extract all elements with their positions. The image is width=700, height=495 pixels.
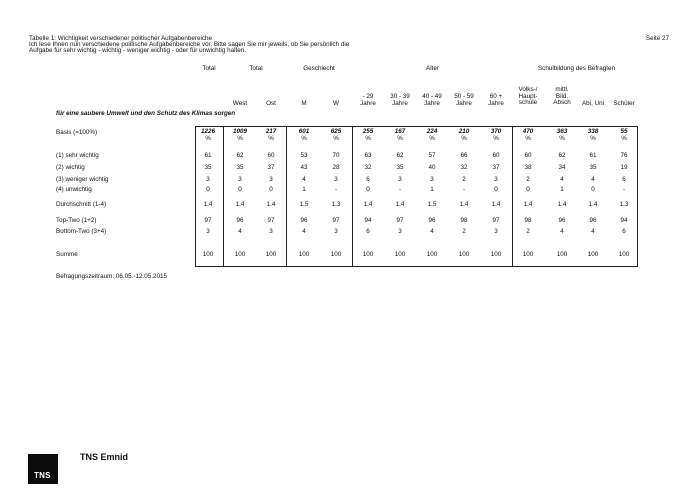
table-cell: 100 xyxy=(234,251,246,258)
table-cell: 3 xyxy=(269,176,273,183)
column-header-line: 30 - 39 xyxy=(390,93,410,100)
basis-cell xyxy=(388,129,412,142)
row-label: (2) wichtig xyxy=(56,164,85,171)
column-header xyxy=(233,101,247,108)
table-cell: 35 xyxy=(589,164,597,171)
table-cell: 3 xyxy=(494,228,498,235)
table-cell: 100 xyxy=(426,251,438,258)
table-cell: 3 xyxy=(269,228,273,235)
table-cell: 4 xyxy=(238,228,242,235)
basis-unit: % xyxy=(397,134,403,142)
table-cell: 32 xyxy=(364,164,372,171)
table-cell: 1.3 xyxy=(619,201,629,208)
row-label: Top-Two (1+2) xyxy=(56,217,97,224)
table-cell: 1.5 xyxy=(299,201,309,208)
question-text-line1: Ich lese Ihnen nun verschiedene politische Aufgabenbereiche vor. Bitte sagen Sie mir jeweils, ob Sie persönlich die xyxy=(29,41,350,48)
divider-total xyxy=(223,126,224,267)
basis-cell xyxy=(324,129,348,142)
table-cell: 97 xyxy=(204,217,212,224)
basis-count: 470 xyxy=(522,128,534,135)
table-cell: 2 xyxy=(526,228,530,235)
table-cell: 3 xyxy=(398,176,402,183)
column-header xyxy=(266,101,276,108)
basis-count: 255 xyxy=(362,128,374,135)
basis-label: Basis (=100%) xyxy=(56,129,98,136)
column-header-line: 50 - 59 xyxy=(454,93,474,100)
basis-unit: % xyxy=(237,134,243,142)
table-cell: 100 xyxy=(394,251,406,258)
basis-count: 1226 xyxy=(200,128,215,135)
basis-cell xyxy=(581,129,605,142)
table-cell: 0 xyxy=(238,186,242,193)
basis-unit: % xyxy=(493,134,499,142)
table-cell: 1 xyxy=(302,186,306,193)
column-header xyxy=(519,87,538,107)
column-header-line: Schüler xyxy=(613,100,635,107)
column-header xyxy=(488,94,504,107)
table-cell: 37 xyxy=(267,164,275,171)
page-number: Seite 27 xyxy=(645,35,669,42)
column-header xyxy=(301,101,306,108)
table-cell: 100 xyxy=(265,251,277,258)
table-cell: 97 xyxy=(332,217,340,224)
table-cell: 1 xyxy=(430,186,434,193)
basis-unit: % xyxy=(461,134,467,142)
table-cell: 100 xyxy=(202,251,214,258)
table-cell: 100 xyxy=(298,251,310,258)
column-header xyxy=(422,94,442,107)
table-cell: - xyxy=(398,186,402,193)
table-cell: 3 xyxy=(206,228,210,235)
table-cell: 60 xyxy=(492,152,500,159)
table-cell: 1.4 xyxy=(523,201,533,208)
table-cell: - xyxy=(462,186,466,193)
table-cell: 3 xyxy=(238,176,242,183)
row-label: Bottom-Two (3+4) xyxy=(56,228,107,235)
column-header-line: Jahre xyxy=(360,99,376,107)
table-cell: 1.4 xyxy=(588,201,598,208)
table-cell: 66 xyxy=(460,152,468,159)
table-cell: 100 xyxy=(618,251,630,258)
table-cell: 98 xyxy=(524,217,532,224)
table-cell: 4 xyxy=(560,228,564,235)
row-label: Durchschnitt (1-4) xyxy=(56,201,107,208)
column-header xyxy=(333,101,339,108)
basis-cell xyxy=(420,129,444,142)
group-geschlecht: Geschlecht xyxy=(303,65,335,72)
column-header-line: M xyxy=(301,100,307,107)
divider-region xyxy=(286,126,287,267)
table-cell: 3 xyxy=(494,176,498,183)
table-cell: 76 xyxy=(620,152,628,159)
table-cell: 60 xyxy=(524,152,532,159)
column-header-line: Bild. xyxy=(555,92,569,100)
column-header-line: Jahre xyxy=(456,99,472,107)
table-cell: 6 xyxy=(622,228,626,235)
table-cell: 4 xyxy=(591,228,595,235)
table-cell: 1.4 xyxy=(557,201,567,208)
divider-geschlecht xyxy=(352,126,353,267)
basis-cell xyxy=(228,129,252,142)
column-header xyxy=(390,94,410,107)
column-header-line: 40 - 49 xyxy=(422,93,442,100)
table-cell: 32 xyxy=(460,164,468,171)
table-cell: 1.4 xyxy=(395,201,405,208)
column-header-line: Jahre xyxy=(488,99,504,107)
table-cell: 6 xyxy=(366,228,370,235)
column-header-line: West xyxy=(232,100,248,107)
column-header-line: - 29 xyxy=(362,93,374,100)
table-cell: - xyxy=(622,186,626,193)
table-cell: 3 xyxy=(334,228,338,235)
table-cell: 100 xyxy=(587,251,599,258)
table-cell: 1.3 xyxy=(331,201,341,208)
table-cell: 4 xyxy=(591,176,595,183)
table-cell: 1.4 xyxy=(459,201,469,208)
table-cell: 62 xyxy=(558,152,566,159)
data-table-frame xyxy=(195,126,638,267)
table-cell: 4 xyxy=(430,228,434,235)
basis-cell xyxy=(259,129,283,142)
basis-count: 363 xyxy=(556,128,568,135)
table-cell: 6 xyxy=(366,176,370,183)
logo-text: TNS xyxy=(34,470,51,480)
column-header-line: W xyxy=(333,100,339,107)
table-cell: 3 xyxy=(430,176,434,183)
table-cell: 1.5 xyxy=(427,201,437,208)
basis-cell xyxy=(292,129,316,142)
basis-unit: % xyxy=(205,134,211,142)
table-cell: 4 xyxy=(302,176,306,183)
basis-count: 210 xyxy=(458,128,470,135)
table-cell: 35 xyxy=(236,164,244,171)
table-cell: 1.4 xyxy=(203,201,213,208)
basis-unit: % xyxy=(621,134,627,142)
table-cell: 0 xyxy=(591,186,595,193)
basis-cell xyxy=(612,129,636,142)
column-header-line: Haupt- xyxy=(518,92,538,100)
basis-cell xyxy=(550,129,574,142)
table-cell: 0 xyxy=(269,186,273,193)
basis-count: 370 xyxy=(490,128,502,135)
table-cell: 4 xyxy=(302,228,306,235)
basis-cell xyxy=(196,129,220,142)
table-cell: 43 xyxy=(300,164,308,171)
table-cell: 53 xyxy=(300,152,308,159)
table-cell: 37 xyxy=(492,164,500,171)
table-cell: 1 xyxy=(560,186,564,193)
table-title: Tabelle 1: Wichtigkeit verschiedener politischer Aufgabenbereiche xyxy=(29,35,213,42)
table-cell: 4 xyxy=(560,176,564,183)
column-header-line: Abi, Uni xyxy=(581,100,605,107)
table-cell: 35 xyxy=(396,164,404,171)
column-header xyxy=(582,101,604,108)
table-cell: 94 xyxy=(364,217,372,224)
table-cell: 38 xyxy=(524,164,532,171)
table-cell: 97 xyxy=(492,217,500,224)
brand-name: TNS Emnid xyxy=(80,452,129,462)
basis-count: 338 xyxy=(587,128,599,135)
table-cell: 96 xyxy=(236,217,244,224)
table-cell: 19 xyxy=(620,164,628,171)
table-cell: 1.4 xyxy=(235,201,245,208)
table-cell: 0 xyxy=(366,186,370,193)
survey-period: Befragungszeitraum: 06.05.-12.05.2015 xyxy=(56,273,167,280)
basis-count: 55 xyxy=(620,128,628,135)
table-cell: 1.4 xyxy=(266,201,276,208)
basis-cell xyxy=(484,129,508,142)
section-title: für eine saubere Umwelt und den Schutz des Klimas sorgen xyxy=(56,110,236,117)
basis-unit: % xyxy=(301,134,307,142)
basis-unit: % xyxy=(559,134,565,142)
table-cell: 100 xyxy=(556,251,568,258)
table-cell: 3 xyxy=(334,176,338,183)
table-cell: 96 xyxy=(558,217,566,224)
column-header xyxy=(454,94,474,107)
basis-unit: % xyxy=(525,134,531,142)
basis-cell xyxy=(516,129,540,142)
basis-unit: % xyxy=(365,134,371,142)
table-cell: 62 xyxy=(396,152,404,159)
table-cell: 96 xyxy=(589,217,597,224)
table-cell: - xyxy=(334,186,338,193)
table-cell: 60 xyxy=(267,152,275,159)
table-cell: 96 xyxy=(300,217,308,224)
column-header-line: 60 + xyxy=(489,93,503,100)
column-header-line: Volks-/ xyxy=(518,86,538,93)
table-cell: 100 xyxy=(362,251,374,258)
table-cell: 35 xyxy=(204,164,212,171)
table-cell: 0 xyxy=(206,186,210,193)
basis-count: 217 xyxy=(265,128,277,135)
row-label: (4) unwichtig xyxy=(56,186,92,193)
table-cell: 61 xyxy=(589,152,597,159)
column-header-line: Ost xyxy=(266,100,276,107)
table-cell: 40 xyxy=(428,164,436,171)
table-cell: 100 xyxy=(490,251,502,258)
column-header xyxy=(613,101,634,108)
table-cell: 96 xyxy=(428,217,436,224)
table-cell: 3 xyxy=(206,176,210,183)
column-header-line: schule xyxy=(518,99,538,107)
basis-cell xyxy=(356,129,380,142)
table-cell: 100 xyxy=(330,251,342,258)
column-header-line: Jahre xyxy=(392,99,408,107)
table-cell: 97 xyxy=(396,217,404,224)
row-label: (1) sehr wichtig xyxy=(56,152,99,159)
group-alter: Alter xyxy=(426,65,439,72)
basis-unit: % xyxy=(268,134,274,142)
table-cell: 34 xyxy=(558,164,566,171)
row-label: Summe xyxy=(56,251,78,258)
group-total: Total xyxy=(202,65,216,72)
group-schulbildung: Schulbildung des Befragten xyxy=(537,65,616,72)
basis-cell xyxy=(452,129,476,142)
basis-count: 224 xyxy=(426,128,438,135)
column-header-line: Absch xyxy=(553,99,571,107)
question-text-line2: Aufgabe für sehr wichtig - wichtig - weniger wichtig - oder für unwichtig halten. xyxy=(29,47,246,54)
table-cell: 0 xyxy=(494,186,498,193)
basis-count: 625 xyxy=(330,128,342,135)
row-label: (3) weniger wichtig xyxy=(56,176,109,183)
table-cell: 2 xyxy=(462,176,466,183)
divider-alter xyxy=(512,126,513,267)
table-cell: 100 xyxy=(458,251,470,258)
basis-unit: % xyxy=(333,134,339,142)
table-cell: 28 xyxy=(332,164,340,171)
column-header xyxy=(553,87,571,107)
column-header-line: Jahre xyxy=(424,99,440,107)
table-cell: 2 xyxy=(526,176,530,183)
table-cell: 3 xyxy=(398,228,402,235)
table-cell: 1.4 xyxy=(491,201,501,208)
basis-count: 1009 xyxy=(232,128,247,135)
group-total-region: Total xyxy=(249,65,263,72)
basis-unit: % xyxy=(429,134,435,142)
basis-count: 167 xyxy=(394,128,406,135)
basis-count: 601 xyxy=(298,128,310,135)
table-cell: 2 xyxy=(462,228,466,235)
table-cell: 62 xyxy=(236,152,244,159)
table-cell: 61 xyxy=(204,152,212,159)
table-cell: 1.4 xyxy=(363,201,373,208)
column-header-line: mittl. xyxy=(555,86,569,93)
table-cell: 98 xyxy=(460,217,468,224)
table-cell: 100 xyxy=(522,251,534,258)
table-cell: 57 xyxy=(428,152,436,159)
basis-unit: % xyxy=(590,134,596,142)
table-cell: 70 xyxy=(332,152,340,159)
column-header xyxy=(360,94,376,107)
table-cell: 0 xyxy=(526,186,530,193)
table-cell: 6 xyxy=(622,176,626,183)
table-cell: 97 xyxy=(267,217,275,224)
table-cell: 63 xyxy=(364,152,372,159)
table-cell: 94 xyxy=(620,217,628,224)
tns-logo xyxy=(28,454,58,484)
